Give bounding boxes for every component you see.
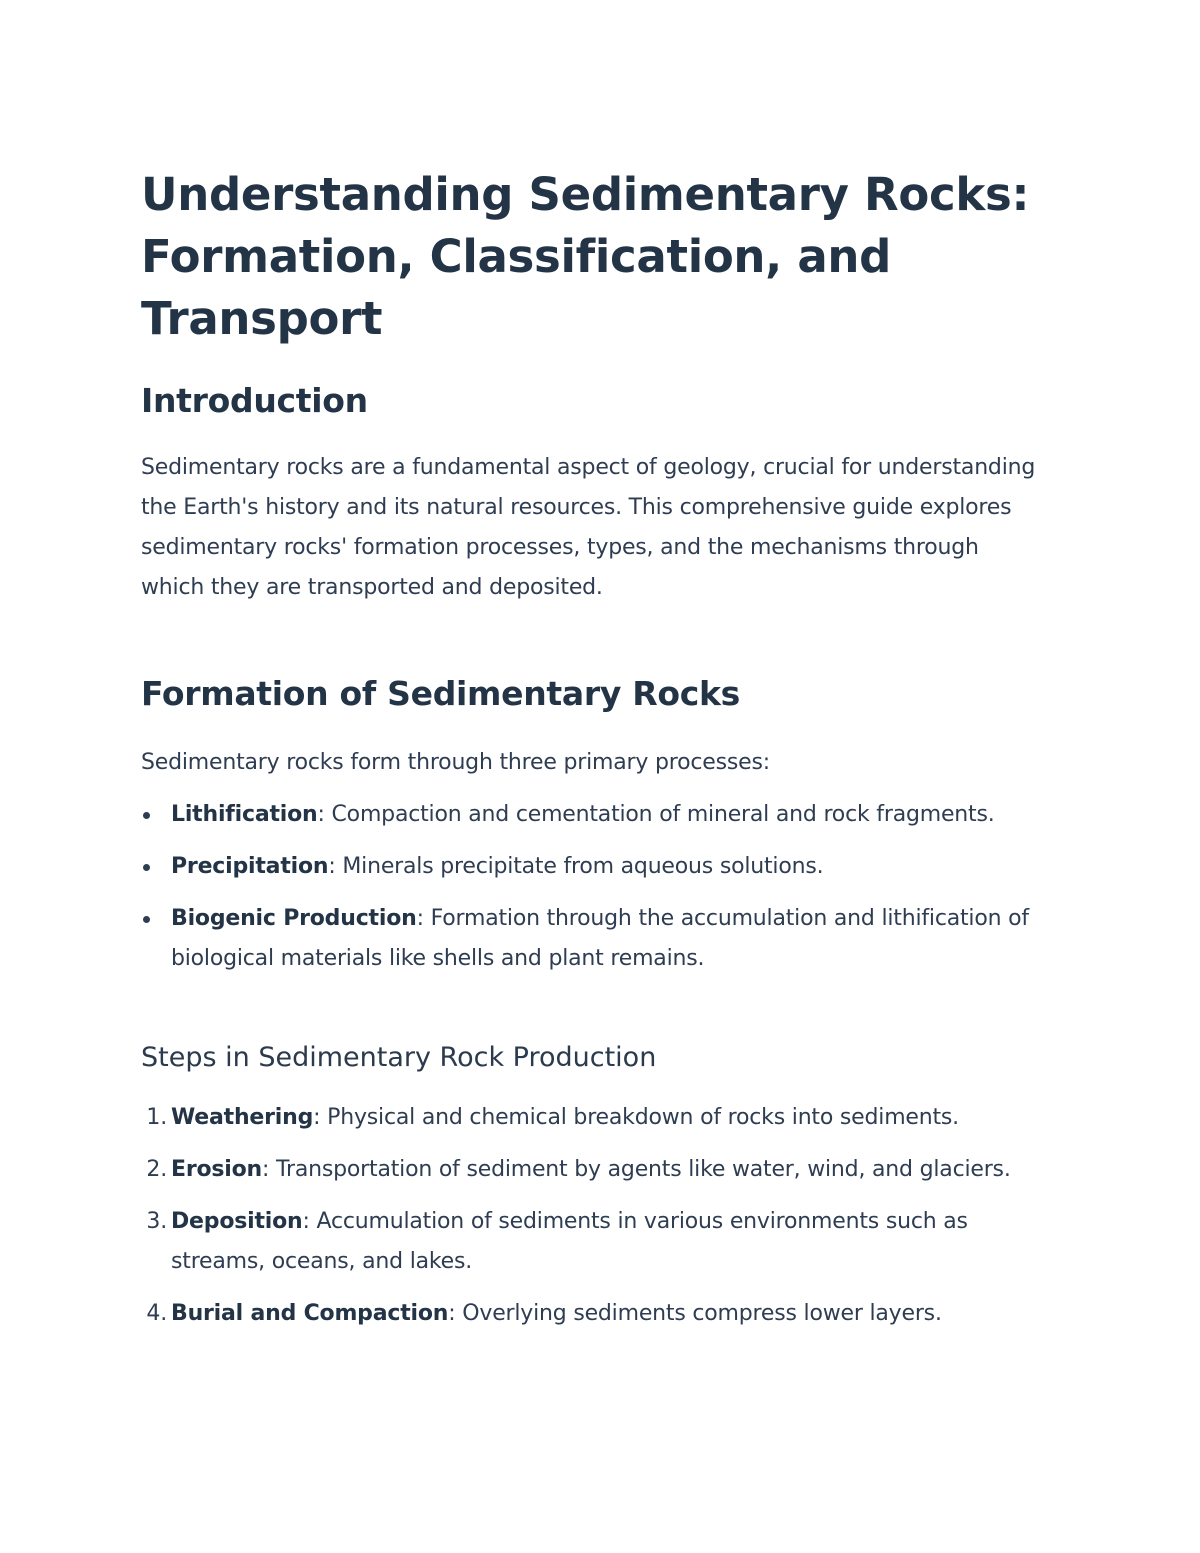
list-item <box>141 1098 1051 1138</box>
list-item <box>141 1150 1051 1190</box>
list-item <box>141 847 1051 887</box>
process-term: Precipitation <box>171 854 329 879</box>
step-description: : Overlying sediments compress lower layers. <box>448 1301 942 1326</box>
bullet-icon <box>143 864 150 871</box>
step-term: Erosion <box>171 1157 263 1182</box>
formation-lead: Sedimentary rocks form through three primary processes: <box>141 750 770 775</box>
steps-heading: Steps in Sedimentary Rock Production <box>141 1042 657 1073</box>
process-description: : Formation through the accumulation and lithification of biological materials like shells and plant remains. <box>171 906 1029 971</box>
step-number: 4. <box>146 1301 167 1326</box>
steps-list <box>141 1098 1051 1346</box>
step-term: Weathering <box>171 1105 314 1130</box>
list-item <box>141 1294 1051 1334</box>
list-item <box>141 899 1051 979</box>
process-description: : Minerals precipitate from aqueous solutions. <box>328 854 824 879</box>
process-description: : Compaction and cementation of mineral and rock fragments. <box>317 802 995 827</box>
step-number: 2. <box>146 1157 167 1182</box>
introduction-heading: Introduction <box>141 381 368 420</box>
step-term: Burial and Compaction <box>171 1301 449 1326</box>
introduction-paragraph: Sedimentary rocks are a fundamental aspect of geology, crucial for understanding the Earth's history and its natural resources. This comprehensive guide explores sedimentary rocks' formation processes, types, and the mechanisms through which they are transported and deposited. <box>141 455 1036 600</box>
step-description: : Physical and chemical breakdown of rocks into sediments. <box>313 1105 959 1130</box>
step-description: : Transportation of sediment by agents like water, wind, and glaciers. <box>262 1157 1011 1182</box>
formation-process-list <box>141 795 1051 991</box>
list-item <box>141 1202 1051 1282</box>
list-item <box>141 795 1051 835</box>
process-term: Lithification <box>171 802 318 827</box>
step-number: 3. <box>146 1209 167 1234</box>
bullet-icon <box>143 812 150 819</box>
bullet-icon <box>143 916 150 923</box>
formation-heading: Formation of Sedimentary Rocks <box>141 674 740 713</box>
document-title: Understanding Sedimentary Rocks: Formation, Classification, and Transport <box>141 168 1030 345</box>
step-number: 1. <box>146 1105 167 1130</box>
step-description: : Accumulation of sediments in various environments such as streams, oceans, and lakes. <box>171 1209 968 1274</box>
process-term: Biogenic Production <box>171 906 417 931</box>
step-term: Deposition <box>171 1209 303 1234</box>
